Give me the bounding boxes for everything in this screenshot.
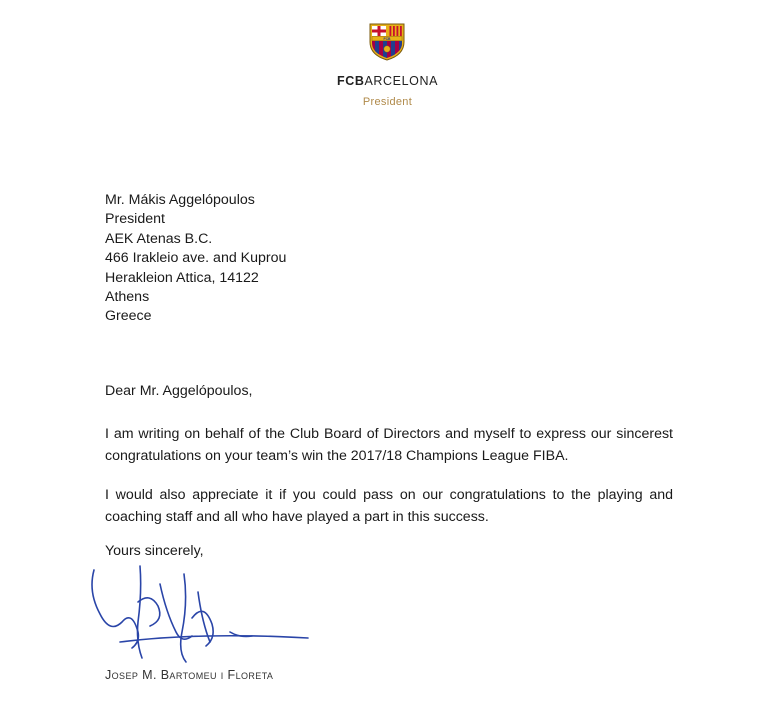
salutation: Dear Mr. Aggelópoulos, (105, 383, 253, 399)
signer-name: Josep M. Bartomeu i Floreta (105, 668, 274, 682)
letterhead-role: President (362, 96, 413, 108)
address-line: President (105, 211, 165, 228)
recipient-address (105, 191, 286, 327)
closing: Yours sincerely, (105, 543, 204, 559)
address-line: Greece (105, 308, 152, 325)
club-name: FCBARCELONA (336, 74, 439, 88)
handwritten-signature-icon (80, 562, 320, 672)
body-paragraph: I am writing on behalf of the Club Board of Directors and myself to express our sincerest congratulations on your team’s win the 2017/18 Champions League FIBA. (105, 426, 673, 464)
address-line: Athens (105, 289, 150, 306)
address-line: Herakleion Attica, 14122 (105, 269, 259, 286)
address-line: AEK Atenas B.C. (105, 230, 213, 247)
address-line: 466 Irakleio ave. and Kuprou (105, 250, 287, 267)
svg-text:FCB: FCB (383, 36, 391, 41)
fc-barcelona-crest-icon (366, 20, 408, 62)
address-line: Mr. Mákis Aggelópoulos (105, 192, 255, 208)
letterhead (0, 0, 775, 120)
body-paragraph: I would also appreciate it if you could pass on our congratulations to the playing and coaching staff and all who have played a part in this success. (105, 487, 673, 525)
